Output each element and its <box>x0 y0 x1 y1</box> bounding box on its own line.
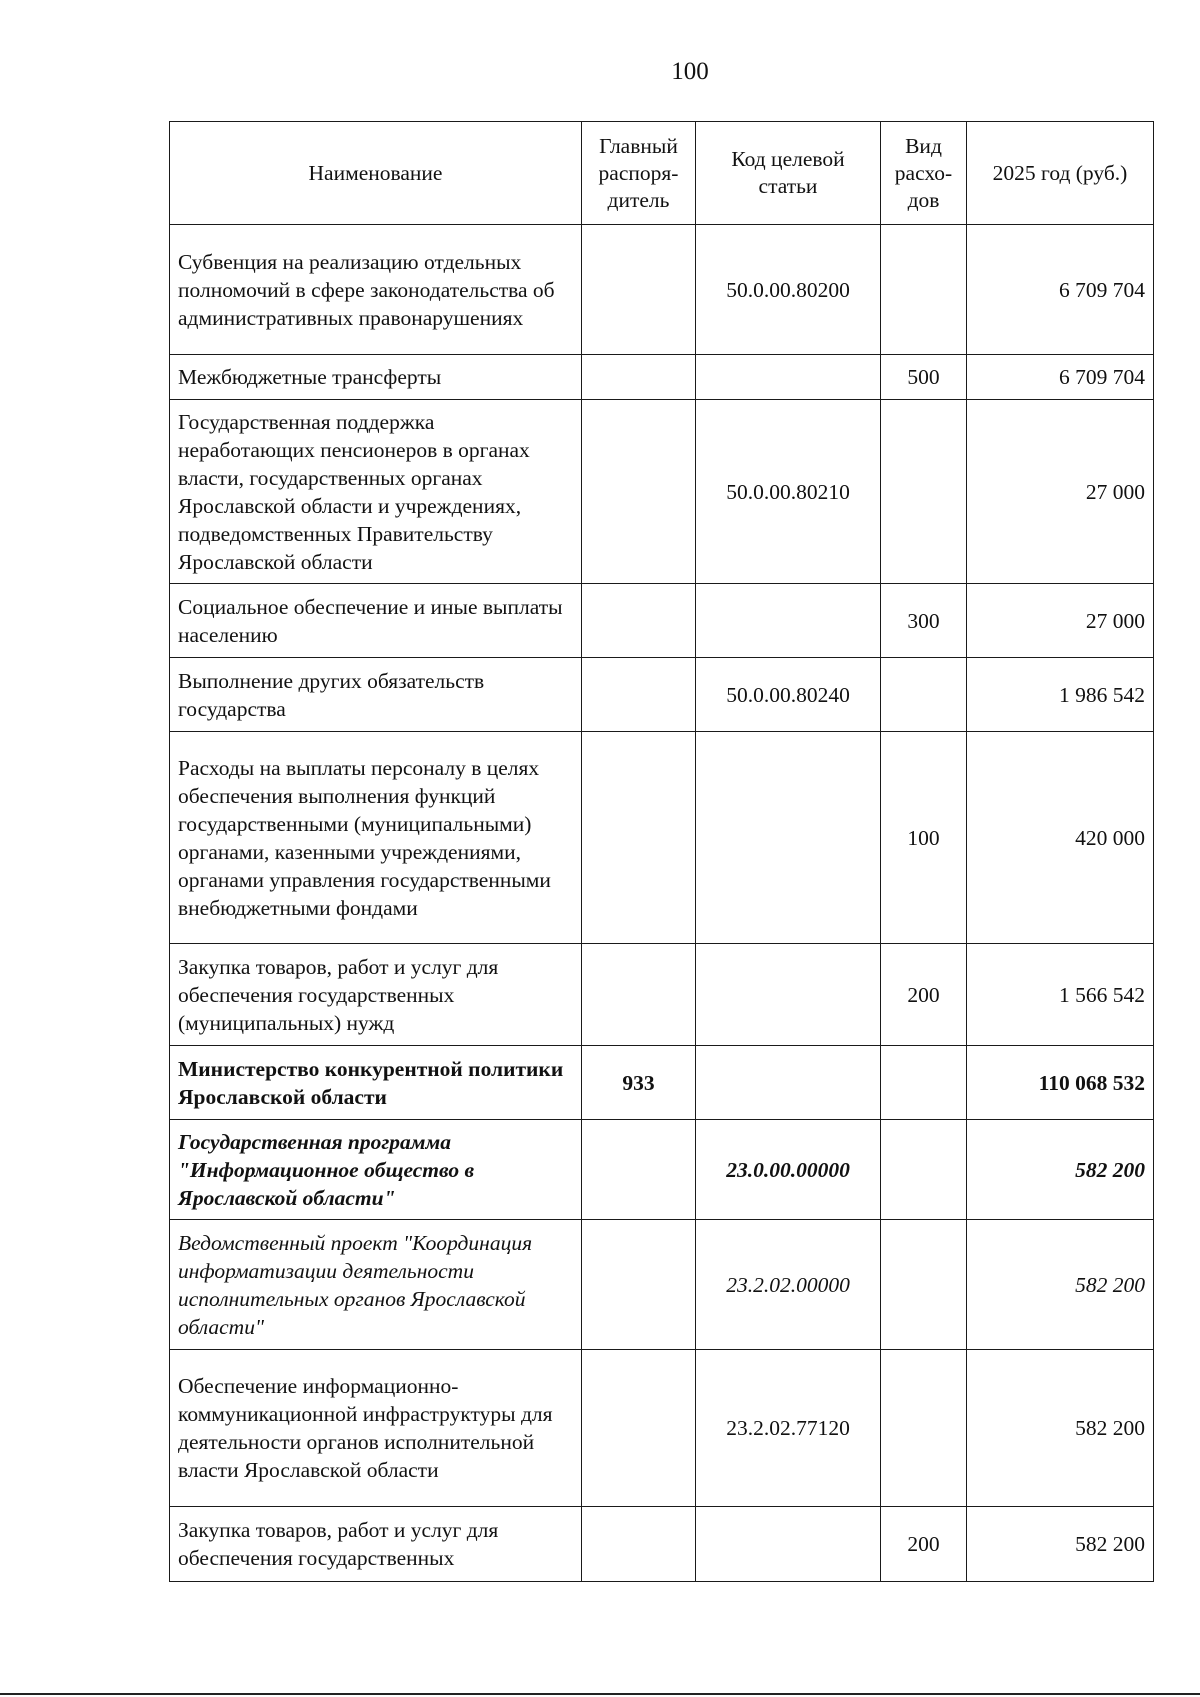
row-type <box>881 1046 967 1120</box>
row-name: Обеспечение информационно-коммуникационной инфраструктуры для деятельности органов исполнительной власти Ярославской области <box>170 1350 582 1507</box>
row-code <box>696 1507 881 1582</box>
row-amount: 582 200 <box>967 1220 1154 1350</box>
row-amount: 582 200 <box>967 1350 1154 1507</box>
row-type: 200 <box>881 944 967 1046</box>
row-code <box>696 944 881 1046</box>
row-type <box>881 1220 967 1350</box>
row-admin <box>582 225 696 355</box>
row-name: Выполнение других обязательств государства <box>170 658 582 732</box>
row-admin <box>582 400 696 584</box>
row-code: 50.0.00.80210 <box>696 400 881 584</box>
row-name: Закупка товаров, работ и услуг для обеспечения государственных (муниципальных) нужд <box>170 944 582 1046</box>
table-row <box>170 1120 1154 1220</box>
row-name: Министерство конкурентной политики Ярославской области <box>170 1046 582 1120</box>
row-type <box>881 1120 967 1220</box>
row-name: Социальное обеспечение и иные выплаты населению <box>170 584 582 658</box>
table-row <box>170 732 1154 944</box>
row-type: 300 <box>881 584 967 658</box>
row-type <box>881 225 967 355</box>
row-type: 500 <box>881 355 967 400</box>
table-row <box>170 658 1154 732</box>
row-amount: 582 200 <box>967 1120 1154 1220</box>
row-code <box>696 1046 881 1120</box>
table-row <box>170 355 1154 400</box>
table-row <box>170 1507 1154 1582</box>
row-name: Государственная программа "Информационное общество в Ярославской области" <box>170 1120 582 1220</box>
row-code: 50.0.00.80240 <box>696 658 881 732</box>
row-amount: 420 000 <box>967 732 1154 944</box>
row-amount: 582 200 <box>967 1507 1154 1582</box>
table-row <box>170 225 1154 355</box>
row-admin <box>582 944 696 1046</box>
row-amount: 110 068 532 <box>967 1046 1154 1120</box>
row-code: 23.0.00.00000 <box>696 1120 881 1220</box>
table-row <box>170 400 1154 584</box>
row-code: 23.2.02.00000 <box>696 1220 881 1350</box>
table-row <box>170 944 1154 1046</box>
row-type: 100 <box>881 732 967 944</box>
row-amount: 6 709 704 <box>967 355 1154 400</box>
row-code: 23.2.02.77120 <box>696 1350 881 1507</box>
row-admin <box>582 732 696 944</box>
row-code <box>696 584 881 658</box>
budget-table <box>169 121 1154 1582</box>
row-code <box>696 355 881 400</box>
row-type <box>881 658 967 732</box>
row-admin <box>582 355 696 400</box>
row-admin <box>582 658 696 732</box>
page-number: 100 <box>671 58 709 85</box>
row-name: Закупка товаров, работ и услуг для обеспечения государственных <box>170 1507 582 1582</box>
table-header-row <box>170 122 1154 225</box>
row-name: Государственная поддержка неработающих пенсионеров в органах власти, государственных органах Ярославской области и учреждениях, подведомственных Правительству Ярославской области <box>170 400 582 584</box>
row-admin <box>582 584 696 658</box>
row-name: Расходы на выплаты персоналу в целях обеспечения выполнения функций государственными (муниципальными) органами, казенными учреждениями, органами управления государственными внебюджетными фондами <box>170 732 582 944</box>
row-amount: 1 986 542 <box>967 658 1154 732</box>
table-row <box>170 584 1154 658</box>
row-name: Межбюджетные трансферты <box>170 355 582 400</box>
row-amount: 27 000 <box>967 584 1154 658</box>
row-type <box>881 1350 967 1507</box>
row-admin <box>582 1120 696 1220</box>
column-header-name: Наименование <box>170 122 582 225</box>
table-row <box>170 1350 1154 1507</box>
table-row <box>170 1220 1154 1350</box>
row-name: Ведомственный проект "Координация информатизации деятельности исполнительных органов Ярославской области" <box>170 1220 582 1350</box>
row-amount: 1 566 542 <box>967 944 1154 1046</box>
column-header-admin: Главный распоря-дитель <box>582 122 696 225</box>
row-type: 200 <box>881 1507 967 1582</box>
row-admin <box>582 1507 696 1582</box>
row-code: 50.0.00.80200 <box>696 225 881 355</box>
table-row <box>170 1046 1154 1120</box>
page-bottom-rule <box>0 1693 1200 1695</box>
row-admin <box>582 1350 696 1507</box>
row-code <box>696 732 881 944</box>
row-type <box>881 400 967 584</box>
column-header-code: Код целевой статьи <box>696 122 881 225</box>
column-header-amount: 2025 год (руб.) <box>967 122 1154 225</box>
row-amount: 6 709 704 <box>967 225 1154 355</box>
column-header-type: Вид расхо-дов <box>881 122 967 225</box>
row-name: Субвенция на реализацию отдельных полномочий в сфере законодательства об административных правонарушениях <box>170 225 582 355</box>
row-admin: 933 <box>582 1046 696 1120</box>
row-admin <box>582 1220 696 1350</box>
row-amount: 27 000 <box>967 400 1154 584</box>
